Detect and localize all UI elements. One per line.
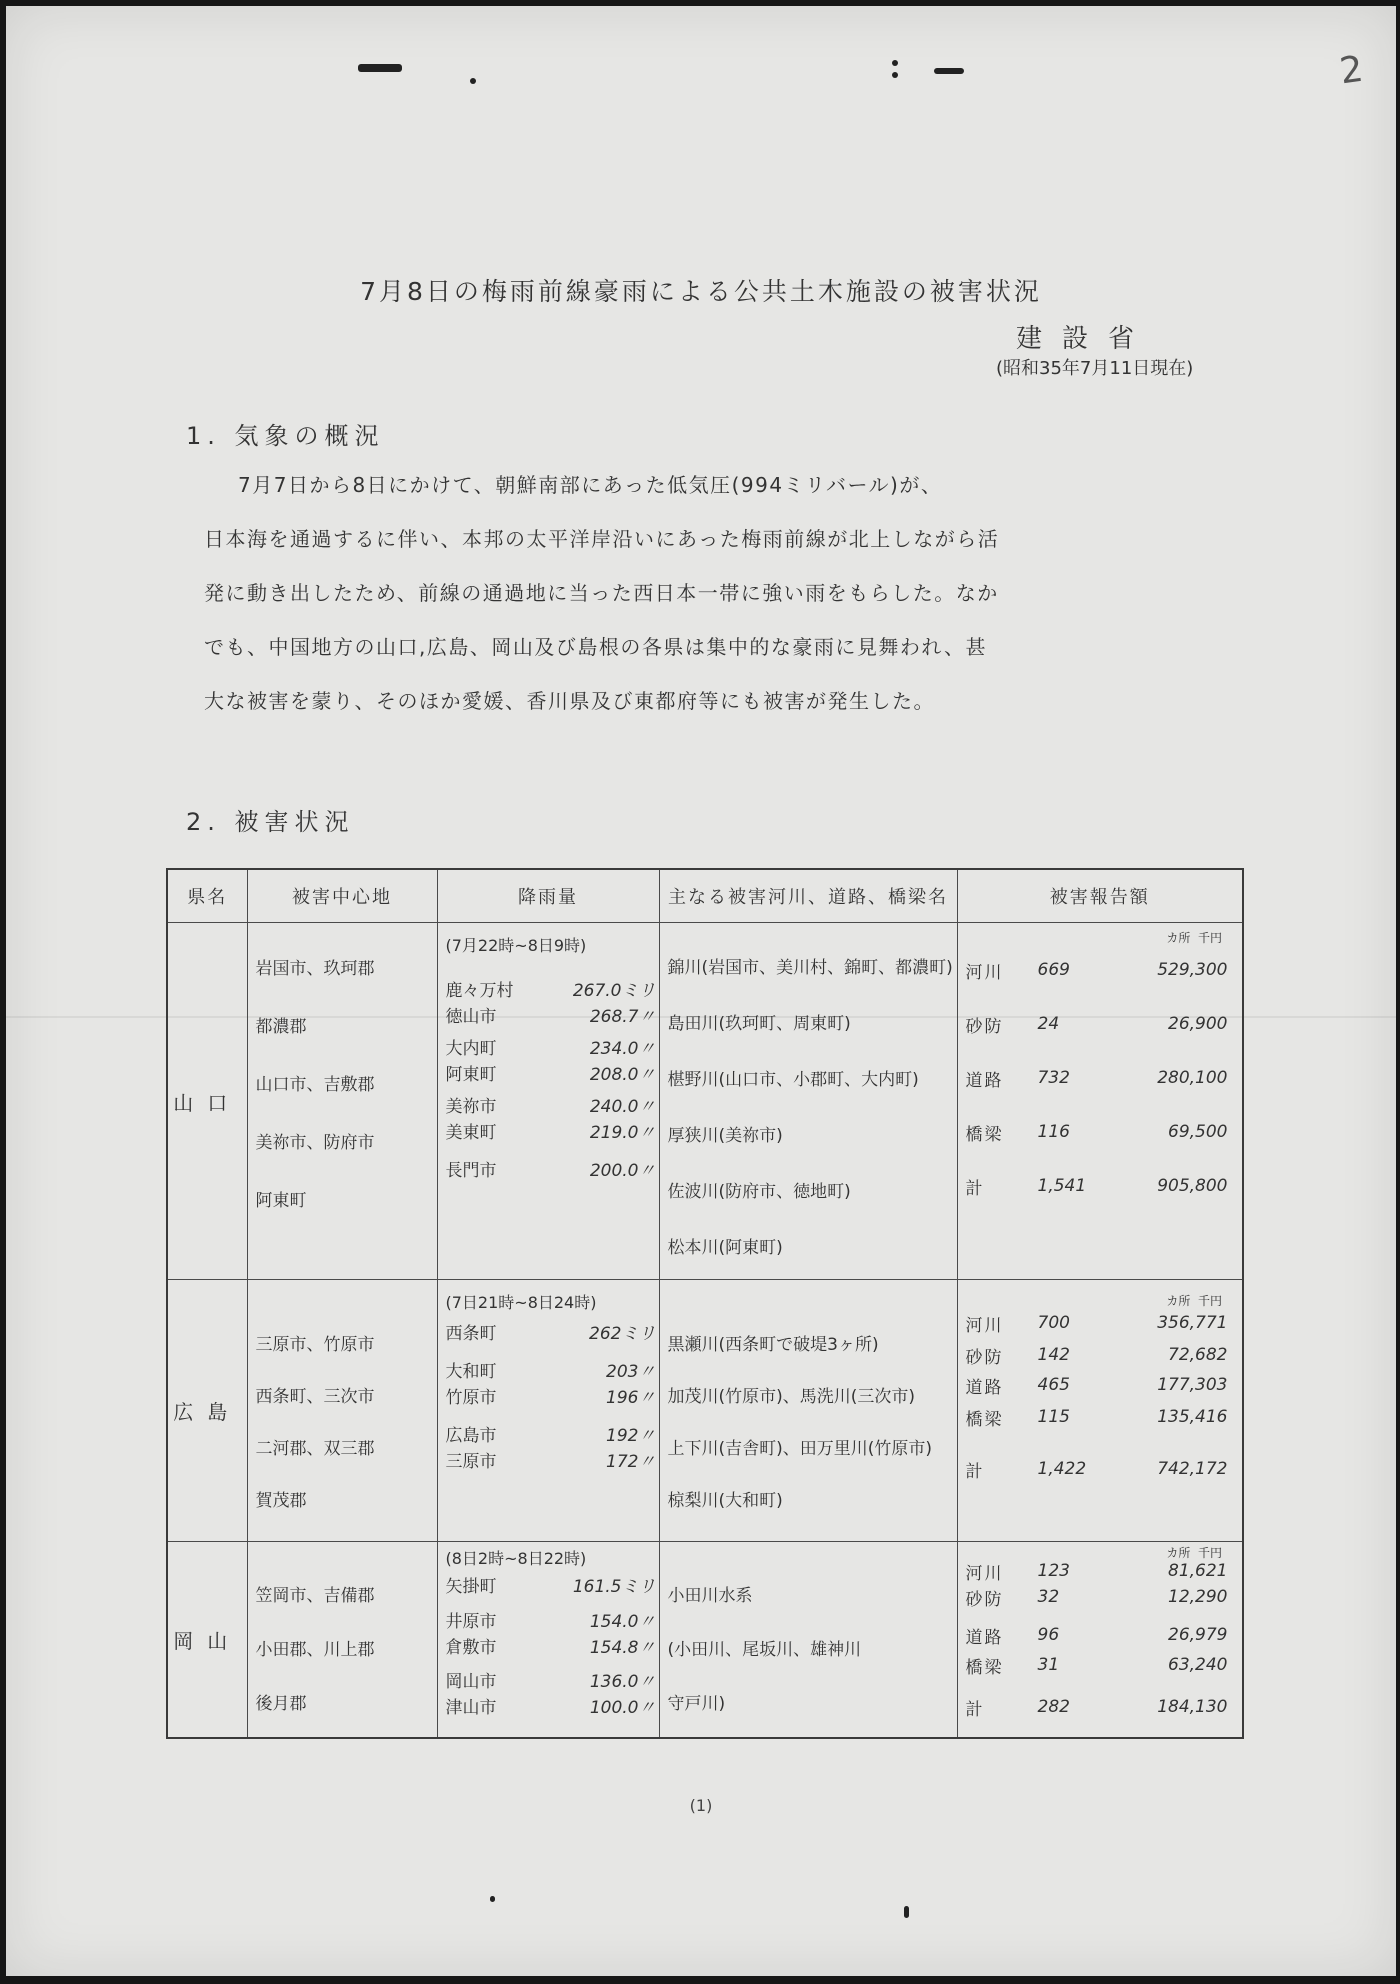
report-amount: 26,900 bbox=[1168, 1014, 1228, 1034]
report-qty: 123 bbox=[1037, 1561, 1070, 1581]
rain-place: 鹿々万村 bbox=[445, 980, 514, 1001]
header-damage-center: 被害中心地 bbox=[247, 869, 437, 923]
scan-mark bbox=[470, 78, 476, 84]
area-item: 小田郡、川上郡 bbox=[255, 1639, 375, 1660]
section-heading-damage: 2. 被害状況 bbox=[186, 808, 355, 836]
document-page bbox=[6, 6, 1396, 1976]
report-amount: 742,172 bbox=[1157, 1459, 1228, 1479]
area-item: 三原市、竹原市 bbox=[255, 1334, 375, 1355]
paragraph-line: 7月7日から8日にかけて、朝鮮南部にあった低気圧(994ミリバール)が、 bbox=[238, 473, 943, 497]
rain-place: 広島市 bbox=[445, 1425, 497, 1446]
areas-cell bbox=[247, 1280, 437, 1542]
scan-mark bbox=[490, 1896, 495, 1902]
report-qty: 732 bbox=[1037, 1068, 1070, 1088]
river-item: 島田川(玖珂町、周東町) bbox=[667, 1013, 851, 1034]
rain-place: 三原市 bbox=[445, 1451, 497, 1472]
paragraph-line: 大な被害を蒙り、そのほか愛媛、香川県及び東都府等にも被害が発生した。 bbox=[204, 689, 935, 713]
rain-place: 大和町 bbox=[445, 1361, 497, 1382]
report-item: 砂防 bbox=[965, 1016, 1004, 1037]
area-item: 後月郡 bbox=[255, 1693, 307, 1714]
rain-place: 井原市 bbox=[445, 1611, 497, 1632]
prefecture-cell: 広島 bbox=[167, 1280, 247, 1542]
report-item: 河川 bbox=[965, 1315, 1004, 1336]
river-item: 上下川(吉舎町)、田万里川(竹原市) bbox=[667, 1438, 933, 1459]
header-reported-amount: 被害報告額 bbox=[957, 869, 1243, 923]
prefecture-cell: 岡山 bbox=[167, 1542, 247, 1738]
as-of-date: (昭和35年7月11日現在) bbox=[996, 358, 1194, 379]
report-item: 橋梁 bbox=[965, 1657, 1004, 1678]
rain-value: 262ミリ bbox=[589, 1323, 656, 1344]
river-item: 守戸川) bbox=[667, 1693, 726, 1714]
rain-period: (7月22時~8日9時) bbox=[445, 935, 587, 955]
report-amount: 184,130 bbox=[1157, 1697, 1228, 1717]
report-amount: 177,303 bbox=[1157, 1375, 1228, 1395]
rain-place: 矢掛町 bbox=[445, 1576, 497, 1597]
report-qty: 142 bbox=[1037, 1345, 1070, 1365]
rain-place: 阿東町 bbox=[445, 1064, 497, 1085]
rain-value: 208.0〃 bbox=[589, 1064, 656, 1085]
paragraph-line: でも、中国地方の山口,広島、岡山及び島根の各県は集中的な豪雨に見舞われ、甚 bbox=[204, 635, 988, 659]
scan-mark bbox=[358, 64, 402, 72]
prefecture-cell: 山口 bbox=[167, 923, 247, 1280]
river-item: 椋梨川(大和町) bbox=[667, 1490, 783, 1511]
report-amount: 529,300 bbox=[1157, 960, 1228, 980]
damage-table bbox=[166, 868, 1244, 1739]
rain-period: (8日2時~8日22時) bbox=[445, 1548, 587, 1568]
report-item: 橋梁 bbox=[965, 1409, 1004, 1430]
report-qty: 1,541 bbox=[1037, 1176, 1087, 1196]
table-row bbox=[167, 923, 1243, 1280]
river-item: 松本川(阿東町) bbox=[667, 1237, 783, 1258]
rain-value: 219.0〃 bbox=[589, 1122, 656, 1143]
rain-value: 196〃 bbox=[606, 1387, 656, 1408]
river-item: 黒瀬川(西条町で破堤3ヶ所) bbox=[667, 1334, 879, 1355]
rain-value: 154.0〃 bbox=[589, 1611, 656, 1632]
river-item: 椹野川(山口市、小郡町、大内町) bbox=[667, 1069, 919, 1090]
rain-value: 100.0〃 bbox=[589, 1697, 656, 1718]
rain-place: 岡山市 bbox=[445, 1671, 497, 1692]
rain-value: 200.0〃 bbox=[589, 1160, 656, 1181]
table-header-row bbox=[167, 869, 1243, 923]
report-qty: 24 bbox=[1037, 1014, 1060, 1034]
scan-mark bbox=[934, 68, 964, 74]
report-total-label: 計 bbox=[965, 1699, 985, 1720]
report-amount: 905,800 bbox=[1157, 1176, 1228, 1196]
report-qty: 116 bbox=[1037, 1122, 1070, 1142]
unit-qty: カ所 bbox=[1166, 1546, 1191, 1560]
report-qty: 32 bbox=[1037, 1587, 1060, 1607]
report-cell bbox=[957, 1280, 1243, 1542]
river-item: 加茂川(竹原市)、馬洗川(三次市) bbox=[667, 1386, 916, 1407]
scan-mark bbox=[892, 72, 898, 78]
report-item: 道路 bbox=[965, 1377, 1004, 1398]
rain-place: 美東町 bbox=[445, 1122, 497, 1143]
section-heading-weather: 1. 気象の概況 bbox=[186, 422, 385, 450]
header-rainfall: 降雨量 bbox=[437, 869, 659, 923]
report-item: 河川 bbox=[965, 1563, 1004, 1584]
area-item: 賀茂郡 bbox=[255, 1490, 307, 1511]
report-item: 砂防 bbox=[965, 1589, 1004, 1610]
report-item: 道路 bbox=[965, 1070, 1004, 1091]
issuer: 建設省 bbox=[1016, 324, 1155, 354]
rain-place: 大内町 bbox=[445, 1038, 497, 1059]
rain-place: 美祢市 bbox=[445, 1096, 497, 1117]
rain-place: 長門市 bbox=[445, 1160, 497, 1181]
weather-paragraph bbox=[204, 458, 1216, 728]
area-item: 西条町、三次市 bbox=[255, 1386, 375, 1407]
rain-value: 268.7〃 bbox=[589, 1006, 656, 1027]
area-item: 岩国市、玖珂郡 bbox=[255, 958, 375, 979]
report-item: 橋梁 bbox=[965, 1124, 1004, 1145]
corner-page-number: 2 bbox=[1337, 48, 1366, 93]
rivers-cell bbox=[659, 1280, 957, 1542]
paragraph-line: 発に動き出したため、前線の通過地に当った西日本一帯に強い雨をもらした。なか bbox=[204, 581, 999, 605]
report-amount: 63,240 bbox=[1168, 1655, 1228, 1675]
unit-qty: カ所 bbox=[1166, 931, 1191, 945]
areas-cell bbox=[247, 923, 437, 1280]
report-cell bbox=[957, 923, 1243, 1280]
area-item: 都濃郡 bbox=[255, 1016, 307, 1037]
rain-place: 西条町 bbox=[445, 1323, 497, 1344]
unit-amount: 千円 bbox=[1197, 1294, 1222, 1308]
river-item: 錦川(岩国市、美川村、錦町、都濃町) bbox=[667, 957, 953, 978]
rain-place: 竹原市 bbox=[445, 1387, 497, 1408]
header-prefecture: 県名 bbox=[167, 869, 247, 923]
scan-mark bbox=[904, 1906, 909, 1918]
rain-value: 154.8〃 bbox=[589, 1637, 656, 1658]
page-number: (1) bbox=[689, 1796, 713, 1815]
report-qty: 1,422 bbox=[1037, 1459, 1087, 1479]
report-item: 河川 bbox=[965, 962, 1004, 983]
area-item: 二河郡、双三郡 bbox=[255, 1438, 375, 1459]
report-cell bbox=[957, 1542, 1243, 1738]
report-amount: 356,771 bbox=[1157, 1313, 1228, 1333]
report-total-label: 計 bbox=[965, 1178, 985, 1199]
report-qty: 465 bbox=[1037, 1375, 1070, 1395]
report-qty: 31 bbox=[1037, 1655, 1060, 1675]
rain-value: 172〃 bbox=[606, 1451, 656, 1472]
rain-value: 136.0〃 bbox=[589, 1671, 656, 1692]
river-item: 小田川水系 bbox=[667, 1585, 753, 1606]
report-qty: 700 bbox=[1037, 1313, 1070, 1333]
rain-place: 津山市 bbox=[445, 1697, 497, 1718]
report-amount: 135,416 bbox=[1157, 1407, 1228, 1427]
paragraph-line: 日本海を通過するに伴い、本邦の太平洋岸沿いにあった梅雨前線が北上しながら活 bbox=[204, 527, 1000, 551]
report-amount: 72,682 bbox=[1168, 1345, 1228, 1365]
river-item: (小田川、尾坂川、雄神川 bbox=[667, 1639, 862, 1660]
report-qty: 669 bbox=[1037, 960, 1070, 980]
area-item: 笠岡市、吉備郡 bbox=[255, 1585, 375, 1606]
rainfall-cell bbox=[437, 1542, 659, 1738]
areas-cell bbox=[247, 1542, 437, 1738]
rain-place: 倉敷市 bbox=[445, 1637, 497, 1658]
report-total-label: 計 bbox=[965, 1461, 985, 1482]
unit-amount: 千円 bbox=[1197, 1546, 1222, 1560]
unit-amount: 千円 bbox=[1197, 931, 1222, 945]
rain-value: 240.0〃 bbox=[589, 1096, 656, 1117]
area-item: 阿東町 bbox=[255, 1190, 307, 1211]
river-item: 厚狭川(美祢市) bbox=[667, 1125, 783, 1146]
river-item: 佐波川(防府市、徳地町) bbox=[667, 1181, 851, 1202]
report-amount: 69,500 bbox=[1168, 1122, 1228, 1142]
report-qty: 282 bbox=[1037, 1697, 1070, 1717]
table-row bbox=[167, 1280, 1243, 1542]
report-amount: 12,290 bbox=[1168, 1587, 1228, 1607]
rainfall-cell bbox=[437, 1280, 659, 1542]
rain-value: 267.0ミリ bbox=[572, 980, 656, 1001]
table-row bbox=[167, 1542, 1243, 1738]
report-item: 道路 bbox=[965, 1627, 1004, 1648]
area-item: 美祢市、防府市 bbox=[255, 1132, 375, 1153]
rain-period: (7日21時~8日24時) bbox=[445, 1292, 597, 1312]
report-amount: 81,621 bbox=[1168, 1561, 1228, 1581]
rivers-cell bbox=[659, 1542, 957, 1738]
rain-value: 234.0〃 bbox=[589, 1038, 656, 1059]
rain-value: 161.5ミリ bbox=[572, 1576, 656, 1597]
report-item: 砂防 bbox=[965, 1347, 1004, 1368]
report-amount: 280,100 bbox=[1157, 1068, 1228, 1088]
rainfall-cell bbox=[437, 923, 659, 1280]
unit-qty: カ所 bbox=[1166, 1294, 1191, 1308]
report-amount: 26,979 bbox=[1168, 1625, 1228, 1645]
report-qty: 115 bbox=[1037, 1407, 1070, 1427]
rivers-cell bbox=[659, 923, 957, 1280]
area-item: 山口市、吉敷郡 bbox=[255, 1074, 375, 1095]
header-damaged-rivers: 主なる被害河川、道路、橋梁名 bbox=[659, 869, 957, 923]
scan-mark bbox=[892, 60, 898, 66]
rain-value: 192〃 bbox=[606, 1425, 656, 1446]
report-qty: 96 bbox=[1037, 1625, 1060, 1645]
rain-place: 徳山市 bbox=[445, 1006, 497, 1027]
rain-value: 203〃 bbox=[606, 1361, 656, 1382]
document-title: 7月8日の梅雨前線豪雨による公共土木施設の被害状況 bbox=[360, 277, 1042, 306]
